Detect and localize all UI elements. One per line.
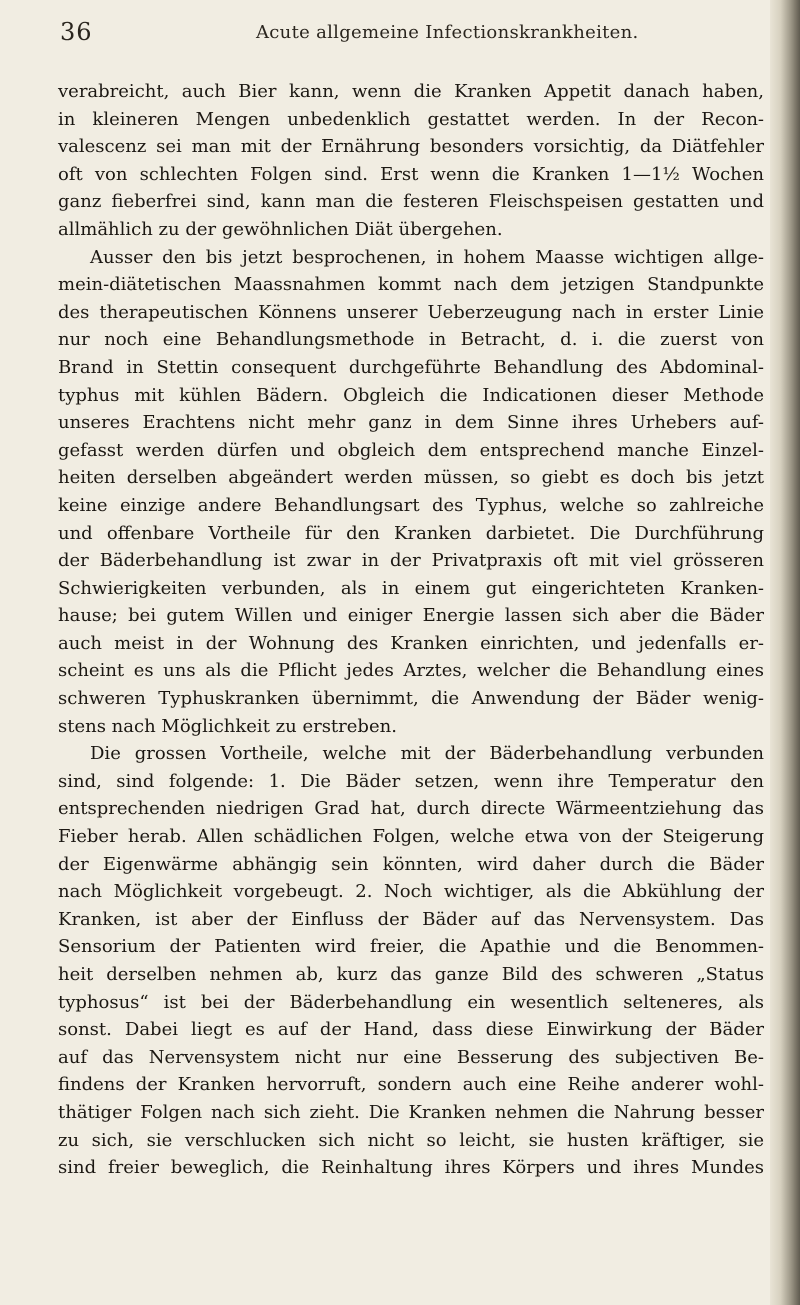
text-line: scheint es uns als die Pflicht jedes Arztes, welcher die Behandlung eines — [58, 660, 764, 682]
text-line: Die grossen Vortheile, welche mit der Bäderbehandlung verbunden — [90, 743, 764, 765]
text-line: Kranken, ist aber der Einfluss der Bäder auf das Nervensystem. Das — [58, 908, 764, 930]
text-line: Fieber herab. Allen schädlichen Folgen, welche etwa von der Steigerung — [58, 826, 764, 848]
text-line: heiten derselben abgeändert werden müssen, so giebt es doch bis jetzt — [58, 467, 764, 489]
text-line: findens der Kranken hervorruft, sondern auch eine Reihe anderer wohl- — [58, 1074, 764, 1096]
text-line: typhosus“ ist bei der Bäderbehandlung ein wesentlich selteneres, als — [58, 991, 764, 1013]
text-line: sind freier beweglich, die Reinhaltung ihres Körpers und ihres Mundes — [58, 1157, 764, 1179]
text-line: auf das Nervensystem nicht nur eine Besserung des subjectiven Be- — [58, 1046, 764, 1068]
text-line: thätiger Folgen nach sich zieht. Die Kranken nehmen die Nahrung besser — [58, 1101, 764, 1123]
page-header — [0, 14, 800, 54]
text-line: gefasst werden dürfen und obgleich dem entsprechend manche Einzel- — [58, 439, 764, 461]
text-line: Ausser den bis jetzt besprochenen, in hohem Maasse wichtigen allge- — [90, 246, 764, 268]
text-line: auch meist in der Wohnung des Kranken einrichten, und jedenfalls er- — [58, 632, 764, 654]
page-edge-shadow — [770, 0, 800, 1305]
text-line: der Bäderbehandlung ist zwar in der Privatpraxis oft mit viel grösseren — [58, 550, 764, 572]
text-line: oft von schlechten Folgen sind. Erst wenn die Kranken 1—1½ Wochen — [58, 163, 764, 185]
text-line: Brand in Stettin consequent durchgeführte Behandlung des Abdominal- — [58, 356, 764, 378]
text-line: stens nach Möglichkeit zu erstreben. — [58, 715, 397, 737]
text-line: nach Möglichkeit vorgebeugt. 2. Noch wichtiger, als die Abkühlung der — [58, 881, 764, 903]
text-line: schweren Typhuskranken übernimmt, die Anwendung der Bäder wenig- — [58, 688, 764, 710]
text-line: hause; bei gutem Willen und einiger Energie lassen sich aber die Bäder — [58, 605, 764, 627]
text-line: zu sich, sie verschlucken sich nicht so leicht, sie husten kräftiger, sie — [58, 1129, 764, 1151]
text-line: Schwierigkeiten verbunden, als in einem gut eingerichteten Kranken- — [58, 577, 764, 599]
text-line: entsprechenden niedrigen Grad hat, durch directe Wärmeentziehung das — [58, 798, 764, 820]
text-line: der Eigenwärme abhängig sein könnten, wird daher durch die Bäder — [58, 853, 764, 875]
text-line: Sensorium der Patienten wird freier, die Apathie und die Benommen- — [58, 936, 764, 958]
text-line: allmählich zu der gewöhnlichen Diät übergehen. — [58, 218, 503, 240]
text-line: nur noch eine Behandlungsmethode in Betracht, d. i. die zuerst von — [58, 329, 764, 351]
text-line: des therapeutischen Könnens unserer Ueberzeugung nach in erster Linie — [58, 301, 764, 323]
text-line: verabreicht, auch Bier kann, wenn die Kranken Appetit danach haben, — [58, 81, 764, 102]
text-line: und offenbare Vortheile für den Kranken darbietet. Die Durchführung — [58, 522, 764, 544]
running-head: Acute allgemeine Infectionskrankheiten. — [256, 22, 639, 43]
text-line: keine einzige andere Behandlungsart des Typhus, welche so zahlreiche — [58, 494, 764, 516]
body-text — [58, 78, 764, 1182]
text-line: mein-diätetischen Maassnahmen kommt nach dem jetzigen Standpunkte — [58, 274, 764, 296]
text-line: sonst. Dabei liegt es auf der Hand, dass diese Einwirkung der Bäder — [58, 1019, 764, 1041]
text-line: in kleineren Mengen unbedenklich gestattet werden. In der Recon- — [58, 108, 764, 130]
text-line: sind, sind folgende: 1. Die Bäder setzen, wenn ihre Temperatur den — [58, 770, 764, 792]
text-line: valescenz sei man mit der Ernährung besonders vorsichtig, da Diätfehler — [58, 136, 764, 158]
text-line: unseres Erachtens nicht mehr ganz in dem Sinne ihres Urhebers auf- — [58, 412, 764, 434]
page-number: 36 — [60, 18, 93, 46]
text-line: typhus mit kühlen Bädern. Obgleich die Indicationen dieser Methode — [58, 384, 764, 406]
text-line: ganz fieberfrei sind, kann man die festeren Fleischspeisen gestatten und — [58, 191, 764, 213]
text-line: heit derselben nehmen ab, kurz das ganze Bild des schweren „Status — [58, 964, 764, 985]
